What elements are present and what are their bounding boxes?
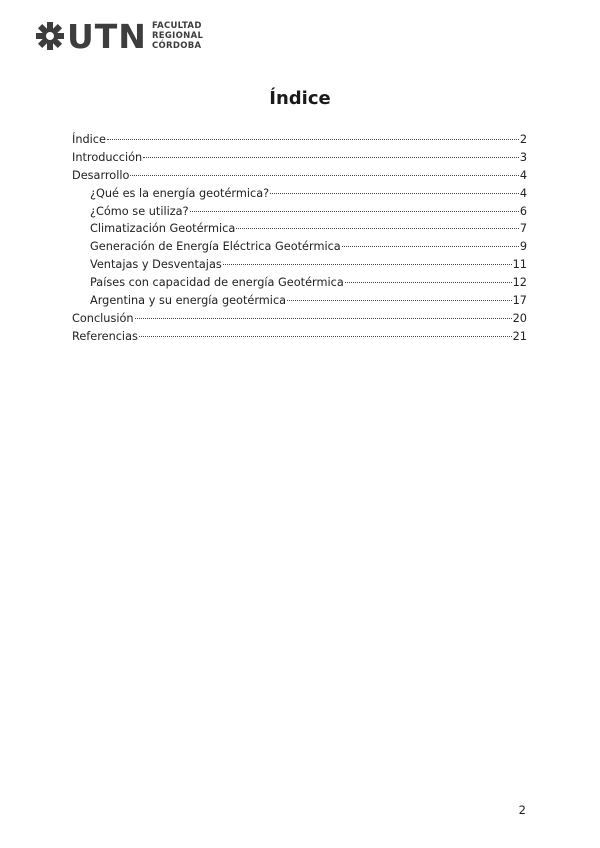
utn-gear-logo-icon <box>36 22 64 50</box>
logo-letters: UTN <box>67 16 147 56</box>
page-number: 2 <box>518 803 526 817</box>
logo-sub-line: REGIONAL <box>151 31 204 41</box>
table-of-contents <box>72 133 527 348</box>
toc-entry-label: ¿Qué es la energía geotérmica? <box>90 186 270 200</box>
toc-entry-label: Argentina y su energía geotérmica <box>90 294 287 308</box>
toc-dot-leader <box>345 282 512 283</box>
toc-entry-page: 3 <box>519 150 527 164</box>
toc-entry[interactable] <box>72 240 527 258</box>
toc-entry-label: Referencias <box>72 329 138 343</box>
toc-dot-leader <box>130 175 518 176</box>
toc-entry-label: Desarrollo <box>72 168 130 182</box>
toc-entry[interactable] <box>72 312 527 330</box>
toc-entry-page: 6 <box>519 204 527 218</box>
toc-dot-leader <box>287 300 512 301</box>
toc-entry-page: 17 <box>512 294 527 308</box>
toc-entry[interactable] <box>72 205 527 223</box>
toc-entry[interactable] <box>72 258 527 276</box>
toc-entry-page: 12 <box>512 276 527 290</box>
toc-dot-leader <box>190 211 519 212</box>
toc-entry-label: Ventajas y Desventajas <box>90 258 222 272</box>
toc-entry[interactable] <box>72 151 527 169</box>
logo-sub-line: FACULTAD <box>151 21 202 31</box>
toc-entry-page: 7 <box>519 222 527 236</box>
toc-entry[interactable] <box>72 222 527 240</box>
toc-entry-page: 4 <box>519 186 527 200</box>
page-title: Índice <box>269 88 331 109</box>
toc-entry-label: Conclusión <box>72 311 134 325</box>
toc-entry-label: Generación de Energía Eléctrica Geotérmica <box>90 240 341 254</box>
logo-subtitle <box>152 21 203 51</box>
toc-entry-page: 2 <box>519 133 527 146</box>
toc-entry[interactable] <box>72 276 527 294</box>
header-logo <box>36 16 203 56</box>
toc-dot-leader <box>236 228 519 229</box>
toc-entry-page: 20 <box>512 311 527 325</box>
toc-entry[interactable] <box>72 187 527 205</box>
toc-entry-page: 4 <box>519 168 527 182</box>
toc-entry-label: Países con capacidad de energía Geotérmica <box>90 276 344 290</box>
toc-entry[interactable] <box>72 294 527 312</box>
toc-dot-leader <box>139 336 512 337</box>
toc-entry[interactable] <box>72 330 527 348</box>
toc-entry[interactable] <box>72 133 527 151</box>
toc-entry-label: Introducción <box>72 150 143 164</box>
toc-dot-leader <box>342 246 519 247</box>
toc-dot-leader <box>135 318 512 319</box>
toc-dot-leader <box>143 157 519 158</box>
toc-entry[interactable] <box>72 169 527 187</box>
logo-sub-line: CÓRDOBA <box>151 41 202 51</box>
toc-dot-leader <box>107 139 519 140</box>
toc-entry-page: 11 <box>512 258 527 272</box>
toc-dot-leader <box>223 264 512 265</box>
toc-entry-label: ¿Cómo se utiliza? <box>90 204 189 218</box>
toc-entry-page: 21 <box>512 329 527 343</box>
toc-dot-leader <box>270 193 519 194</box>
toc-entry-label: Climatización Geotérmica <box>90 222 236 236</box>
toc-entry-label: Índice <box>72 133 106 146</box>
toc-entry-page: 9 <box>519 240 527 254</box>
